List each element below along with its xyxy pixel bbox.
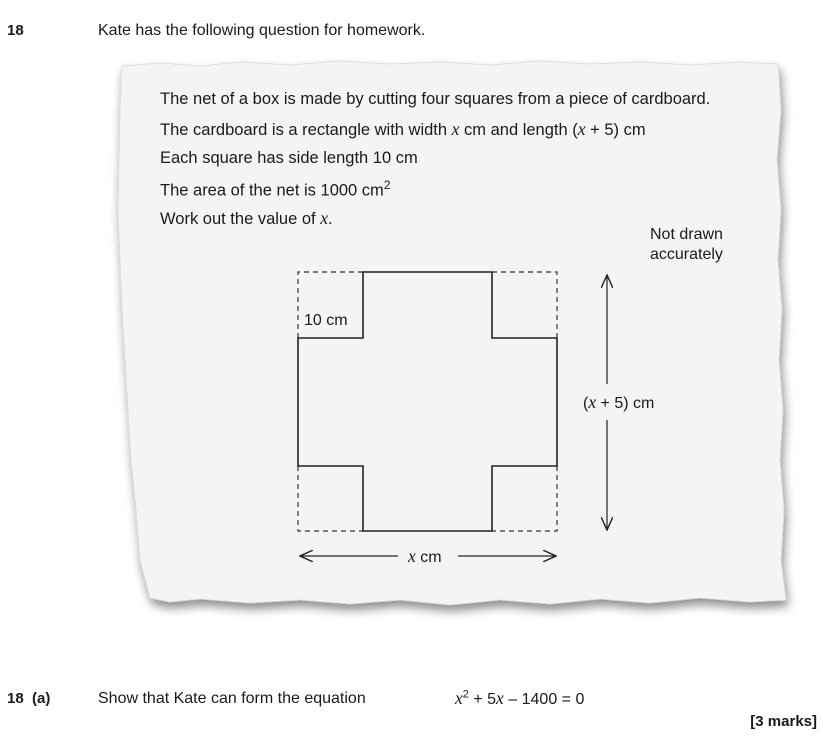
- part-a-text: Show that Kate can form the equation: [98, 690, 366, 707]
- not-drawn-accurately-note: Not drawn accurately: [650, 226, 723, 263]
- part-a-number: 18 (a): [7, 690, 51, 707]
- question-intro: Kate has the following question for homework.: [98, 22, 426, 39]
- net-outline: [298, 272, 557, 531]
- card-line-1: The net of a box is made by cutting four squares from a piece of cardboard.: [160, 90, 711, 108]
- marks-label: [3 marks]: [750, 713, 817, 730]
- card-line-2: The cardboard is a rectangle with width x cm and length (x + 5) cm: [160, 119, 646, 139]
- square-side-label: 10 cm: [304, 312, 348, 329]
- part-a-equation: $x^2 + 5x - 1400 = 0$: [455, 688, 585, 708]
- dashed-cut-squares: [298, 272, 557, 531]
- card-line-4: The area of the net is 1000 $cm^2$: [160, 178, 391, 200]
- card-line-3: Each square has side length 10 cm: [160, 149, 418, 167]
- length-label: (x + 5) cm: [583, 392, 655, 412]
- card-line-5: Work out the value of x.: [160, 208, 333, 228]
- width-label: x cm: [408, 546, 442, 566]
- question-number: 18: [7, 22, 24, 39]
